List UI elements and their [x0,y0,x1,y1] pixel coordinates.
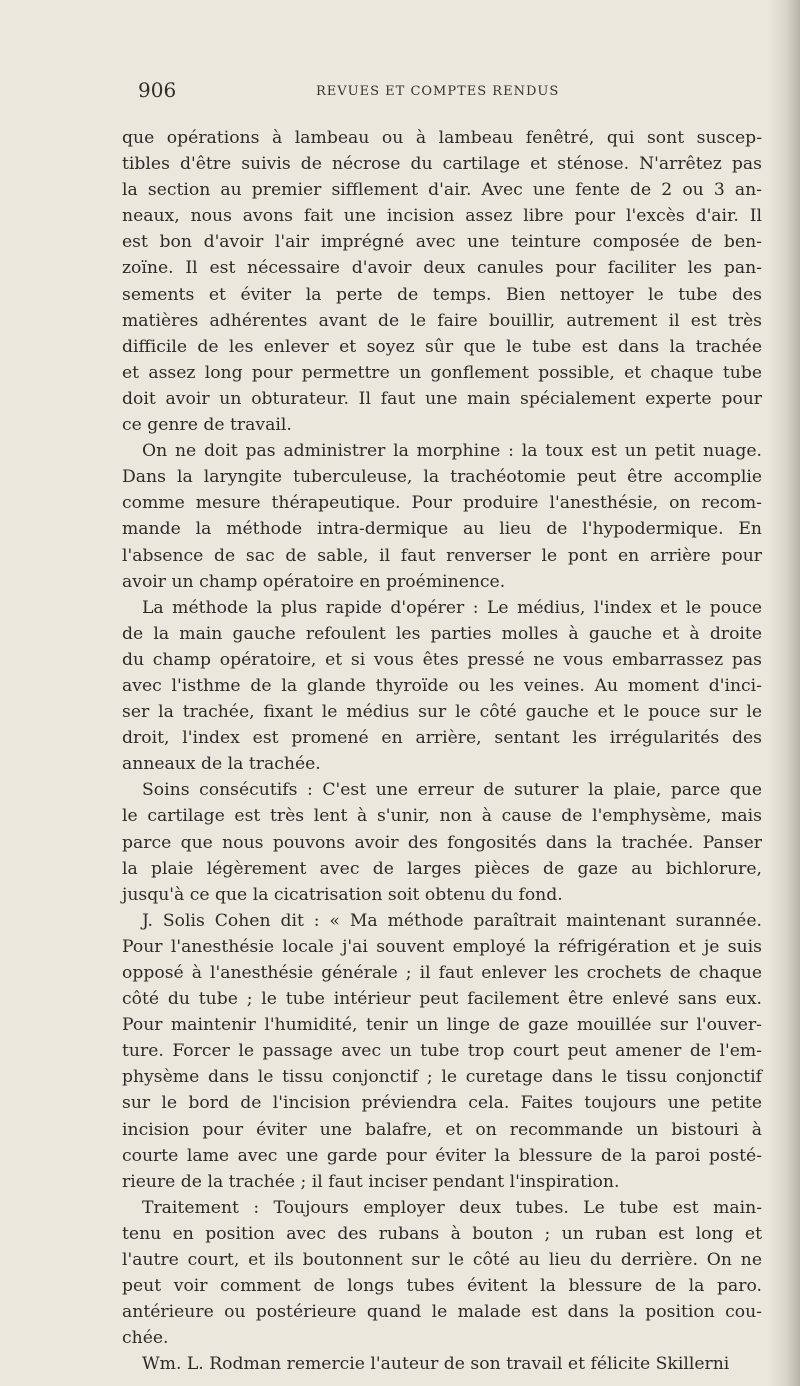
text-line: et assez long pour permettre un gonflement possible, et chaque tube [122,362,762,383]
page-number: 906 [138,78,177,102]
text-line: doit avoir un obturateur. Il faut une main spécialement experte pour [122,388,762,409]
text-line: anneaux de la trachée. [122,754,321,775]
text-line: difficile de les enlever et soyez sûr que le tube est dans la trachée [122,336,762,357]
text-line: avec l'isthme de la glande thyroïde ou les veines. Au moment d'inci- [122,675,762,696]
text-line: le cartilage est très lent à s'unir, non à cause de l'emphysème, mais [122,806,762,827]
text-line: que opérations à lambeau ou à lambeau fenêtré, qui sont suscep- [122,128,762,148]
text-line: Dans la laryngite tuberculeuse, la trachéotomie peut être accomplie [122,467,762,488]
text-line: l'absence de sac de sable, il faut renverser le pont en arrière pour [122,545,762,566]
text-line: mande la méthode intra-dermique au lieu de l'hypodermique. En [122,519,762,540]
text-line: côté du tube ; le tube intérieur peut facilement être enlevé sans eux. [122,989,762,1010]
text-line: sements et éviter la perte de temps. Bien nettoyer le tube des [122,284,762,305]
text-line: incision pour éviter une balafre, et on recommande un bistouri à [122,1119,762,1140]
text-line: peut voir comment de longs tubes évitent la blessure de la paro. [122,1276,762,1297]
text-line: la plaie légèrement avec de larges pièces de gaze au bichlorure, [122,858,762,879]
text-line: tenu en position avec des rubans à bouton ; un ruban est long et [122,1223,762,1244]
text-line: Wm. L. Rodman remercie l'auteur de son travail et félicite Skillerni [142,1354,730,1375]
text-line: avoir un champ opératoire en proéminence. [122,571,506,592]
text-line: ser la trachée, fixant le médius sur le côté gauche et le pouce sur le [122,702,762,723]
text-line: droit, l'index est promené en arrière, sentant les irrégularités des [122,728,762,749]
page-edge-shadow [768,0,800,1386]
text-line: comme mesure thérapeutique. Pour produire l'anesthésie, on recom- [122,493,762,514]
text-line: parce que nous pouvons avoir des fongosités dans la trachée. Panser [122,832,762,853]
text-line: neaux, nous avons fait une incision assez libre pour l'excès d'air. Il [122,206,762,227]
text-line: du champ opératoire, et si vous êtes pressé ne vous embarrassez pas [122,649,762,670]
text-line: Soins consécutifs : C'est une erreur de suturer la plaie, parce que [142,780,762,801]
text-line: sur le bord de l'incision préviendra cela. Faites toujours une petite [122,1093,762,1114]
text-line: rieure de la trachée ; il faut inciser pendant l'inspiration. [122,1171,620,1192]
text-line: On ne doit pas administrer la morphine : la toux est un petit nuage. [142,441,762,462]
text-line: physème dans le tissu conjonctif ; le curetage dans le tissu conjonctif [122,1067,762,1088]
text-line: opposé à l'anesthésie générale ; il faut enlever les crochets de chaque [122,963,762,983]
text-line: Pour maintenir l'humidité, tenir un linge de gaze mouillée sur l'ouver- [122,1015,762,1036]
text-line: de la main gauche refoulent les parties molles à gauche et à droite [122,623,762,644]
text-line: l'autre court, et ils boutonnent sur le côté au lieu du derrière. On ne [122,1250,762,1271]
text-line: chée. [122,1328,169,1349]
text-line: J. Solis Cohen dit : « Ma méthode paraîtrait maintenant surannée. [142,910,762,931]
text-line: matières adhérentes avant de le faire bouillir, autrement il est très [122,310,762,331]
text-line: Pour l'anesthésie locale j'ai souvent employé la réfrigération et je suis [122,936,762,957]
page-header [138,78,760,104]
text-line: ture. Forcer le passage avec un tube trop court peut amener de l'em- [122,1041,762,1062]
text-line: La méthode la plus rapide d'opérer : Le médius, l'index et le pouce [142,597,762,618]
text-line: est bon d'avoir l'air imprégné avec une teinture composée de ben- [122,232,762,253]
text-line: jusqu'à ce que la cicatrisation soit obtenu du fond. [122,884,563,905]
text-line: zoïne. Il est nécessaire d'avoir deux canules pour faciliter les pan- [122,258,762,279]
text-line: la section au premier sifflement d'air. Avec une fente de 2 ou 3 an- [122,180,762,201]
text-line: antérieure ou postérieure quand le malade est dans la position cou- [122,1302,762,1323]
text-line: courte lame avec une garde pour éviter la blessure de la paroi posté- [122,1145,762,1166]
body-text [122,125,762,1378]
text-line: Traitement : Toujours employer deux tubes. Le tube est main- [142,1197,762,1218]
running-head: REVUES ET COMPTES RENDUS [316,84,560,99]
text-line: ce genre de travail. [122,415,292,436]
text-line: tibles d'être suivis de nécrose du cartilage et sténose. N'arrêtez pas [122,154,762,175]
